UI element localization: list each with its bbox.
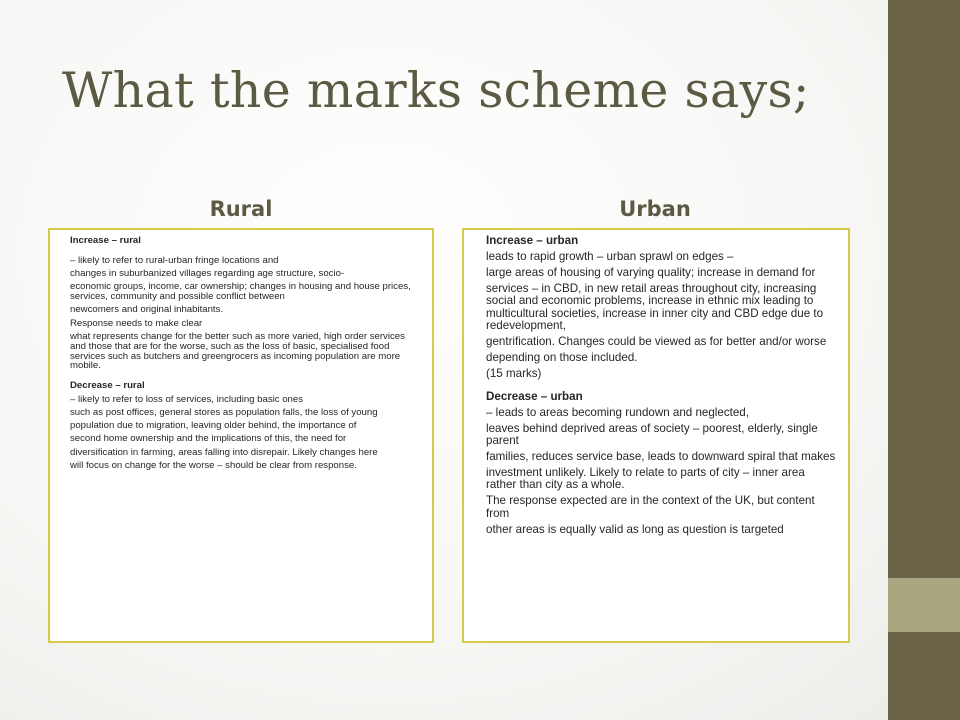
urban-marks-note: (15 marks) [486, 367, 542, 381]
rural-text-line: will focus on change for the worse – should be clear from response. [70, 460, 357, 472]
urban-text-line: gentrification. Changes could be viewed as for better and/or worse [486, 335, 827, 349]
rural-text-line: population due to migration, leaving older behind, the importance of [70, 420, 357, 432]
urban-text-line: – leads to areas becoming rundown and neglected, [486, 405, 749, 419]
rural-increase-label: Increase – rural [70, 235, 141, 246]
rural-decrease-label: Decrease – rural [70, 380, 145, 392]
side-accent-band-middle [888, 578, 960, 632]
rural-text-line: diversification in farming, areas falling into disrepair. Likely changes here [70, 446, 378, 458]
urban-text-line: The response expected are in the context of the UK, but content from [486, 494, 815, 520]
urban-text-line: services – in CBD, in new retail areas throughout city, increasing social and economic problems, increase in ethnic mix leading to multicultural societies, increase in inner city and CBD edge due to redevelopment, [486, 282, 824, 333]
rural-text-line: economic groups, income, car ownership; changes in housing and house prices, services, community and possible conflict between [70, 281, 411, 303]
rural-text-box [48, 228, 434, 643]
rural-text-line: newcomers and original inhabitants. [70, 304, 224, 316]
slide-title: What the marks scheme says; [62, 62, 810, 119]
rural-text-line: such as post offices, general stores as population falls, the loss of young [70, 406, 378, 418]
side-accent-band-bottom [888, 632, 960, 720]
urban-text-line: investment unlikely. Likely to relate to parts of city – inner area rather than city as a whole. [486, 466, 805, 492]
urban-text-line: leads to rapid growth – urban sprawl on edges – [486, 250, 734, 263]
rural-heading: Rural [209, 197, 273, 221]
side-accent-band-top [888, 0, 960, 578]
urban-increase-label: Increase – urban [486, 234, 579, 247]
urban-text-line: large areas of housing of varying quality; increase in demand for [486, 266, 816, 279]
urban-heading: Urban [619, 197, 691, 221]
rural-text-line: Response needs to make clear [70, 317, 203, 329]
urban-text-box [462, 228, 850, 643]
urban-text-line: leaves behind deprived areas of society – poorest, elderly, single parent [486, 421, 818, 448]
rural-text-line: changes in suburbanized villages regarding age structure, socio- [70, 268, 345, 280]
urban-text-line: other areas is equally valid as long as question is targeted [486, 522, 784, 536]
urban-text-line: families, reduces service base, leads to downward spiral that makes [486, 450, 836, 464]
rural-text-line: – likely to refer to loss of services, including basic ones [70, 393, 304, 405]
urban-text-line: depending on those included. [486, 351, 638, 365]
rural-text-line: second home ownership and the implications of this, the need for [70, 433, 347, 445]
rural-text-line: what represents change for the better such as more varied, high order services and those that are for the worse, such as the loss of basic, specialised food services such as butchers and greengrocers as incoming population are more mobile. [70, 331, 405, 372]
urban-decrease-label: Decrease – urban [486, 389, 583, 403]
rural-text-line: – likely to refer to rural-urban fringe locations and [70, 254, 279, 266]
